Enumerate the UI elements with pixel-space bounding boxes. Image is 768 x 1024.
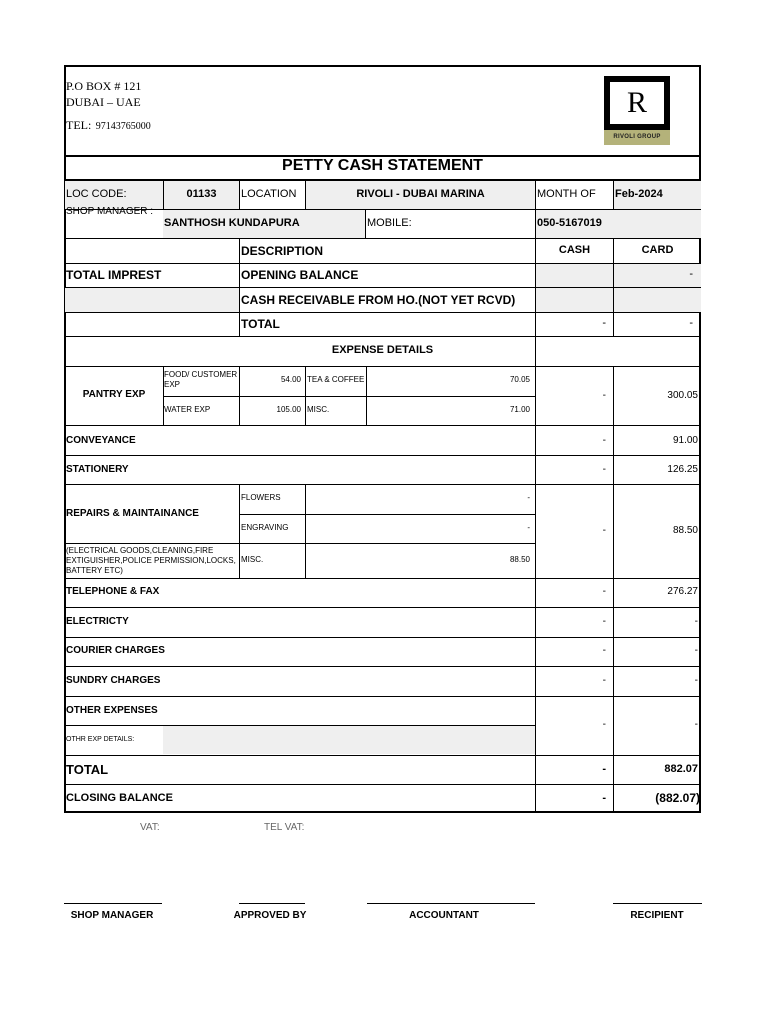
mobile-value: 050-5167019 xyxy=(537,217,602,229)
telephone-card: 276.27 xyxy=(667,586,698,597)
tea-label: TEA & COFFEE xyxy=(307,375,365,384)
tea-value: 70.05 xyxy=(509,375,530,384)
sundry-label: SUNDRY CHARGES xyxy=(66,675,161,686)
table-rule xyxy=(64,755,701,756)
table-rule xyxy=(64,209,701,210)
table-rule xyxy=(366,366,367,425)
cell-shading xyxy=(163,726,535,754)
repairs-note: (ELECTRICAL GOODS,CLEANING,FIRE EXTIGUISHER,POLICE PERMISSION,LOCKS, BATTERY ETC) xyxy=(66,546,236,575)
description-header: DESCRIPTION xyxy=(241,244,324,258)
summary-total-label: TOTAL xyxy=(241,317,280,331)
tel-value: 97143765000 xyxy=(95,121,151,132)
cash-header: CASH xyxy=(558,244,591,256)
table-rule xyxy=(64,366,701,367)
page-title: PETTY CASH STATEMENT xyxy=(282,157,483,174)
opening-card: - xyxy=(689,268,693,280)
sundry-card: - xyxy=(694,675,698,686)
location-value: RIVOLI - DUBAI MARINA xyxy=(356,188,485,200)
courier-label: COURIER CHARGES xyxy=(66,645,165,656)
pantry-cash: - xyxy=(602,390,606,401)
table-rule xyxy=(64,725,535,726)
cell-shading xyxy=(614,288,701,312)
shop-manager-signature-label: SHOP MANAGER xyxy=(70,910,154,921)
cell-shading xyxy=(536,264,613,287)
expense-details-header: EXPENSE DETAILS xyxy=(331,344,434,356)
table-rule xyxy=(64,578,701,579)
table-rule xyxy=(64,637,701,638)
table-rule xyxy=(239,366,240,425)
engraving-value: - xyxy=(527,523,530,532)
city: DUBAI – UAE xyxy=(66,95,141,109)
table-rule xyxy=(64,784,701,785)
other-expenses-label: OTHER EXPENSES xyxy=(66,705,158,716)
approved-by-signature-label: APPROVED BY xyxy=(233,910,307,921)
month-label: MONTH OF xyxy=(537,188,596,200)
table-rule xyxy=(305,366,306,425)
telephone-line xyxy=(66,116,151,134)
table-rule xyxy=(365,209,366,238)
flowers-label: FLOWERS xyxy=(241,493,281,502)
closing-card: (882.07) xyxy=(655,791,700,805)
logo-inner xyxy=(610,82,664,124)
closing-balance-label: CLOSING BALANCE xyxy=(66,792,173,804)
repairs-card: 88.50 xyxy=(672,525,698,536)
pantry-misc-label: MISC. xyxy=(307,405,330,414)
po-box: P.O BOX # 121 xyxy=(66,79,142,93)
courier-card: - xyxy=(694,645,698,656)
grand-total-label: TOTAL xyxy=(66,762,109,777)
loc-code-label: LOC CODE: xyxy=(66,188,127,200)
water-value: 105.00 xyxy=(276,405,301,414)
grand-total-card: 882.07 xyxy=(664,763,698,775)
conveyance-cash: - xyxy=(602,435,606,446)
table-rule xyxy=(64,696,701,697)
stationery-card: 126.25 xyxy=(667,464,698,475)
summary-total-cash: - xyxy=(602,317,606,329)
repairs-misc-value: 88.50 xyxy=(509,555,530,564)
table-rule xyxy=(163,396,535,397)
month-value: Feb-2024 xyxy=(615,188,663,200)
table-rule xyxy=(613,366,614,813)
electricity-card: - xyxy=(694,616,698,627)
food-label: FOOD/ CUSTOMER EXP xyxy=(164,370,238,389)
flowers-value: - xyxy=(527,493,530,502)
table-rule xyxy=(613,180,614,209)
table-rule xyxy=(64,238,701,239)
opening-balance-label: OPENING BALANCE xyxy=(241,268,359,282)
tel-label: TEL: xyxy=(66,118,92,132)
shop-manager-value: SANTHOSH KUNDAPURA xyxy=(164,217,300,229)
pantry-label: PANTRY EXP xyxy=(82,389,146,400)
mobile-label: MOBILE: xyxy=(367,217,412,229)
accountant-signature-line xyxy=(367,903,535,904)
table-rule xyxy=(64,484,701,485)
recipient-signature-line xyxy=(613,903,702,904)
table-rule xyxy=(64,455,701,456)
stationery-cash: - xyxy=(602,464,606,475)
cell-shading xyxy=(65,288,239,312)
table-rule xyxy=(239,180,240,209)
other-details-label: OTHR EXP DETAILS: xyxy=(66,736,135,743)
approved-by-signature-line xyxy=(239,903,305,904)
table-rule xyxy=(64,425,701,426)
table-rule xyxy=(64,336,701,337)
accountant-signature-label: ACCOUNTANT xyxy=(409,910,479,921)
table-rule xyxy=(239,514,535,515)
table-rule xyxy=(239,484,240,578)
electricity-cash: - xyxy=(602,616,606,627)
logo-band xyxy=(604,130,670,145)
table-rule xyxy=(535,238,536,813)
card-header: CARD xyxy=(641,244,674,256)
location-label: LOCATION xyxy=(241,188,297,200)
logo-letter: R xyxy=(626,86,647,119)
tel-vat-label: TEL VAT: xyxy=(264,822,305,833)
conveyance-label: CONVEYANCE xyxy=(66,435,136,446)
telephone-label: TELEPHONE & FAX xyxy=(66,586,160,597)
repairs-misc-label: MISC. xyxy=(241,555,264,564)
grand-total-cash: - xyxy=(602,763,606,775)
electricity-label: ELECTRICTY xyxy=(66,616,129,627)
summary-total-card: - xyxy=(689,317,693,329)
stationery-label: STATIONERY xyxy=(66,464,129,475)
conveyance-card: 91.00 xyxy=(672,435,698,446)
table-rule xyxy=(64,607,701,608)
table-rule xyxy=(64,666,701,667)
shop-manager-label: SHOP MANAGER : xyxy=(66,206,154,217)
repairs-cash: - xyxy=(602,525,606,536)
table-rule xyxy=(535,180,536,238)
repairs-label: REPAIRS & MAINTAINANCE xyxy=(66,508,199,519)
table-rule xyxy=(64,263,701,264)
food-value: 54.00 xyxy=(280,375,301,384)
table-rule xyxy=(239,238,240,336)
receivable-label: CASH RECEIVABLE FROM HO.(NOT YET RCVD) xyxy=(241,293,516,307)
recipient-signature-label: RECIPIENT xyxy=(630,910,684,921)
cell-shading xyxy=(536,288,613,312)
courier-cash: - xyxy=(602,645,606,656)
table-rule xyxy=(64,287,701,288)
table-rule xyxy=(64,543,535,544)
table-rule xyxy=(64,312,701,313)
total-imprest-label: TOTAL IMPREST xyxy=(66,268,162,282)
rivoli-logo xyxy=(604,76,670,130)
engraving-label: ENGRAVING xyxy=(241,523,289,532)
telephone-cash: - xyxy=(602,586,606,597)
loc-code-value: 01133 xyxy=(186,188,217,200)
sundry-cash: - xyxy=(602,675,606,686)
closing-cash: - xyxy=(602,792,606,804)
water-label: WATER EXP xyxy=(164,405,211,414)
other-cash: - xyxy=(602,719,606,730)
shop-manager-signature-line xyxy=(64,903,162,904)
other-card: - xyxy=(694,719,698,730)
vat-label: VAT: xyxy=(140,822,160,833)
pantry-misc-value: 71.00 xyxy=(509,405,530,414)
logo-text: RIVOLI GROUP xyxy=(613,134,661,140)
pantry-card: 300.05 xyxy=(667,390,698,401)
